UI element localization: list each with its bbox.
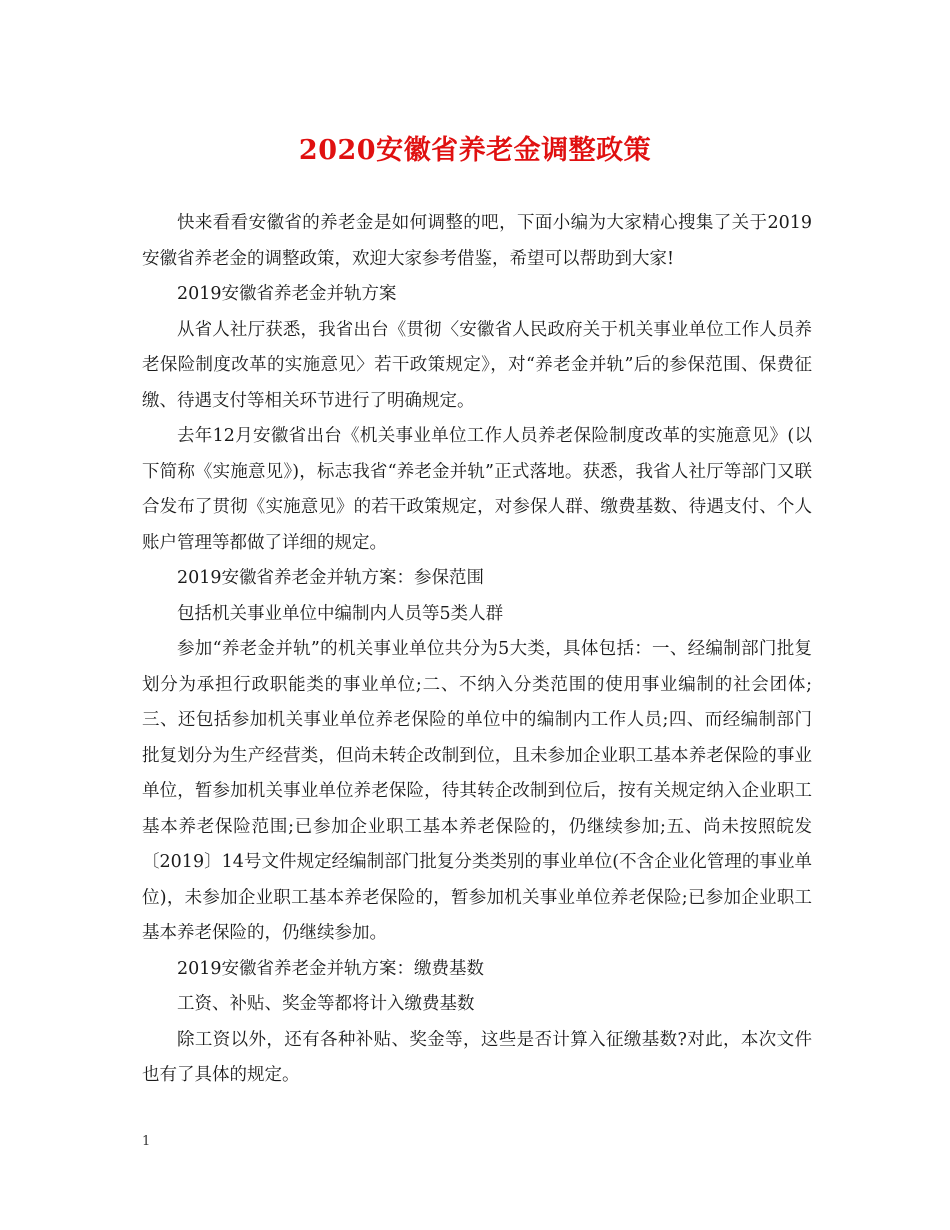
- paragraph-subheading-scope: 包括机关事业单位中编制内人员等5类人群: [177, 603, 504, 624]
- paragraph-heading-base: 2019安徽省养老金并轨方案：缴费基数: [177, 958, 485, 979]
- paragraph-implementation: 去年12月安徽省出台《机关事业单位工作人员养老保险制度改革的实施意见》(以下简称《实施意见》)，标志我省“养老金并轨”正式落地。获悉，我省人社厅等部门又联合发布了贯彻《实施意见》的若干政策规定，对参保人群、缴费基数、待遇支付、个人账户管理等都做了详细的规定。: [142, 426, 812, 553]
- paragraph-scope-details: 参加“养老金并轨”的机关事业单位共分为5大类，具体包括：一、经编制部门批复划分为承担行政职能类的事业单位;二、不纳入分类范围的使用事业编制的社会团体;三、还包括参加机关事业单位养老保险的单位中的编制内工作人员;四、而经编制部门批复划分为生产经营类，但尚未转企改制到位，且未参加企业职工基本养老保险的事业单位，暂参加机关事业单位养老保险，待其转企改制到位后，按有关规定纳入企业职工基本养老保险范围;已参加企业职工基本养老保险的，仍继续参加;五、尚未按照皖发〔2019〕14号文件规定经编制部门批复分类类别的事业单位(不含企业化管理的事业单位)，未参加企业职工基本养老保险的，暂参加机关事业单位养老保险;已参加企业职工基本养老保险的，仍继续参加。: [142, 639, 812, 943]
- paragraph-heading-scope: 2019安徽省养老金并轨方案：参保范围: [177, 568, 485, 588]
- document-body: [142, 206, 812, 1094]
- paragraph-subheading-base: 工资、补贴、奖金等都将计入缴费基数: [177, 994, 475, 1014]
- document-title: 2020安徽省养老金调整政策: [298, 135, 652, 166]
- paragraph-intro: 快来看看安徽省的养老金是如何调整的吧，下面小编为大家精心搜集了关于2019安徽省养老金的调整政策，欢迎大家参考借鉴，希望可以帮助到大家!: [142, 213, 812, 269]
- page-number: 1: [142, 1134, 151, 1149]
- paragraph-base-details: 除工资以外，还有各种补贴、奖金等，这些是否计算入征缴基数?对此，本次文件也有了具体的规定。: [142, 1029, 812, 1085]
- paragraph-heading-plan: 2019安徽省养老金并轨方案: [177, 284, 397, 304]
- paragraph-policy-overview: 从省人社厅获悉，我省出台《贯彻〈安徽省人民政府关于机关事业单位工作人员养老保险制度改革的实施意见〉若干政策规定》，对“养老金并轨”后的参保范围、保费征缴、待遇支付等相关环节进行了明确规定。: [142, 319, 812, 411]
